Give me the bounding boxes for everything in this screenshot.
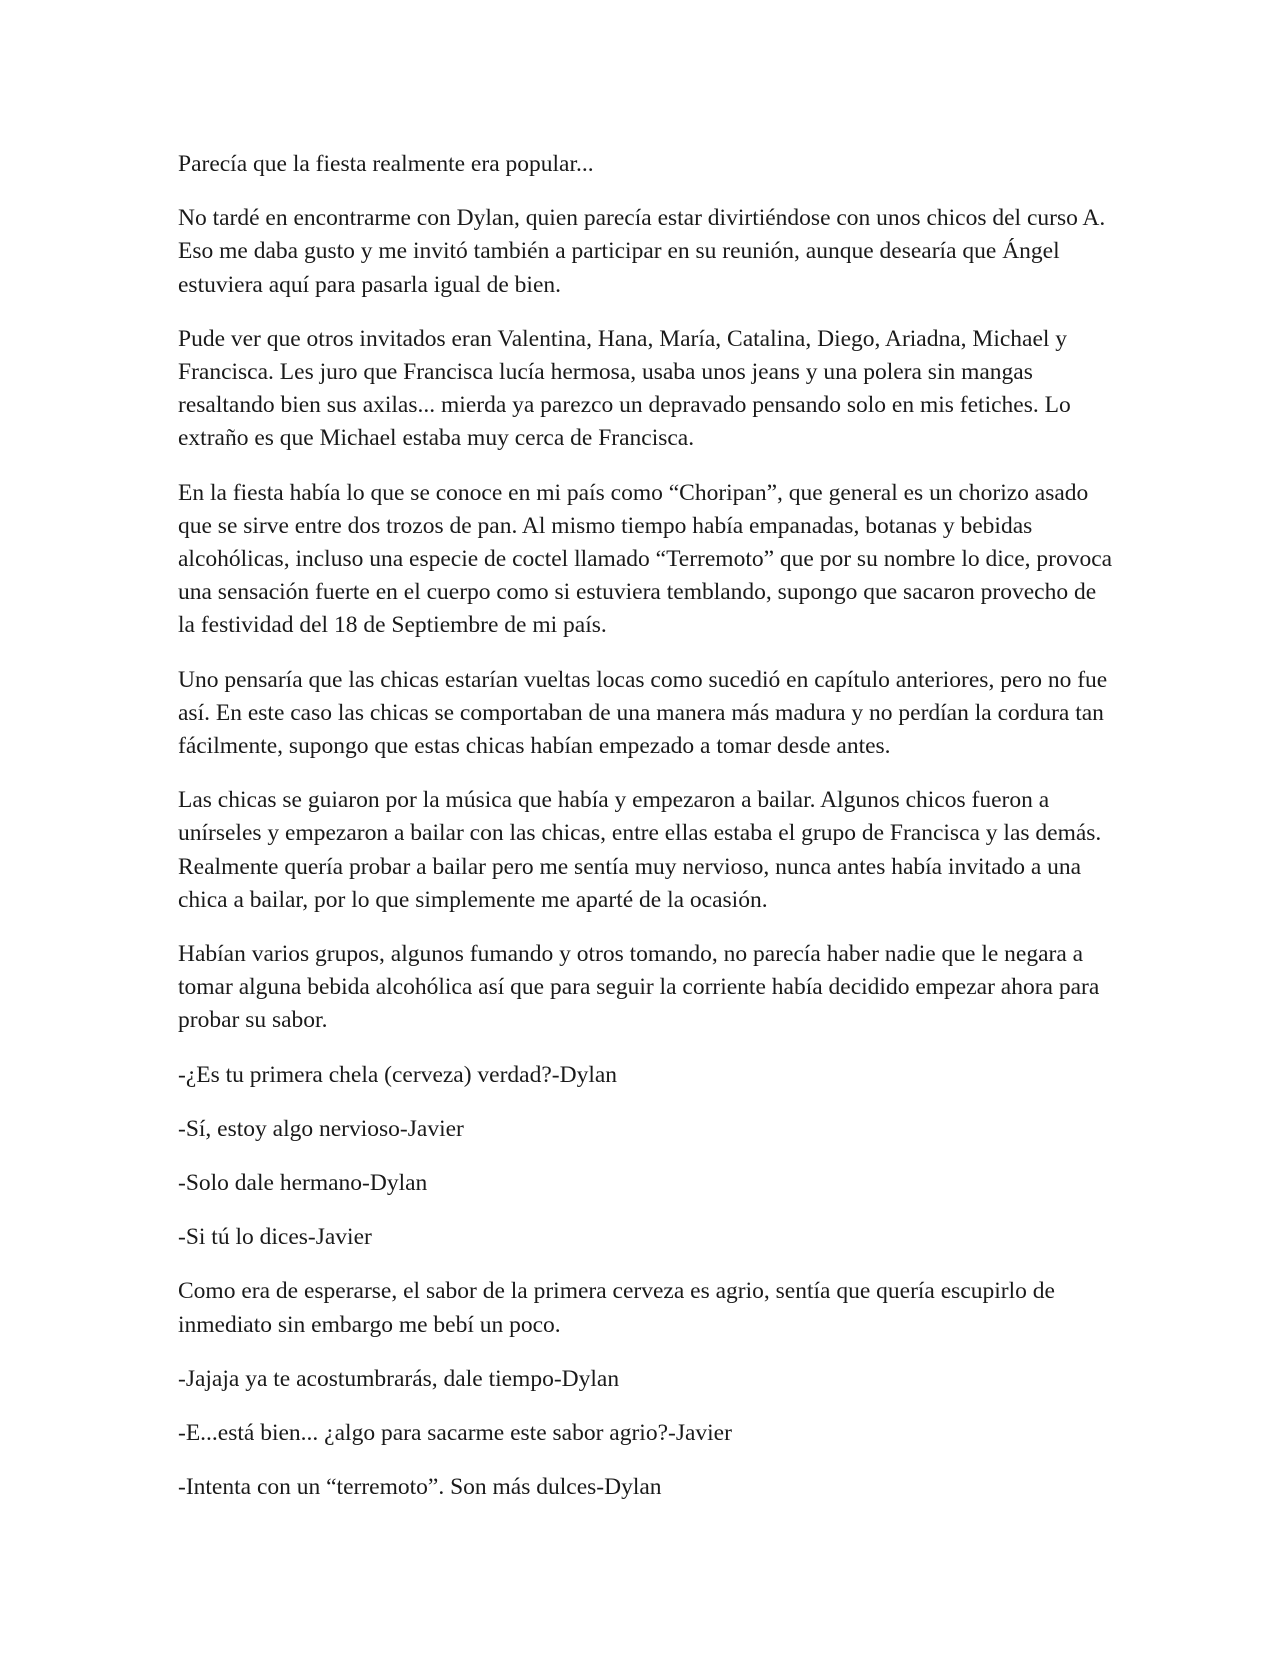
document-body (178, 148, 1118, 1526)
paragraph: No tardé en encontrarme con Dylan, quien parecía estar divirtiéndose con unos chicos del curso A. Eso me daba gusto y me invitó también a participar en su reunión, aunque desearía que Ángel estuviera aquí para pasarla igual de bien. (178, 205, 1106, 298)
dialogue-line: -Jajaja ya te acostumbrarás, dale tiempo-Dylan (178, 1365, 620, 1392)
paragraph: Habían varios grupos, algunos fumando y otros tomando, no parecía haber nadie que le negara a tomar alguna bebida alcohólica así que para seguir la corriente había decidido empezar ahora para probar su sabor. (178, 941, 1100, 1034)
dialogue-line: -Intenta con un “terremoto”. Son más dulces-Dylan (178, 1474, 662, 1501)
dialogue-line: -Si tú lo dices-Javier (178, 1224, 372, 1251)
paragraph: Pude ver que otros invitados eran Valentina, Hana, María, Catalina, Diego, Ariadna, Michael y Francisca. Les juro que Francisca lucía hermosa, usaba unos jeans y una polera sin mangas resaltando bien sus axilas... mierda ya parezco un depravado pensando solo en mis fetiches. Lo extraño es que Michael estaba muy cerca de Francisca. (178, 325, 1071, 452)
paragraph: Como era de esperarse, el sabor de la primera cerveza es agrio, sentía que quería escupirlo de inmediato sin embargo me bebí un poco. (178, 1278, 1055, 1338)
dialogue-line: -Sí, estoy algo nervioso-Javier (178, 1115, 464, 1142)
dialogue-line: -Solo dale hermano-Dylan (178, 1170, 428, 1197)
paragraph: Las chicas se guiaron por la música que había y empezaron a bailar. Algunos chicos fueron a unírseles y empezaron a bailar con las chicas, entre ellas estaba el grupo de Francisca y las demás. Realmente quería probar a bailar pero me sentía muy nervioso, nunca antes había invitado a una chica a bailar, por lo que simplemente me aparté de la ocasión. (178, 787, 1102, 913)
paragraph: Uno pensaría que las chicas estarían vueltas locas como sucedió en capítulo anteriores, pero no fue así. En este caso las chicas se comportaban de una manera más madura y no perdían la cordura tan fácilmente, supongo que estas chicas habían empezado a tomar desde antes. (178, 666, 1108, 760)
paragraph: En la fiesta había lo que se conoce en mi país como “Choripan”, que general es un chorizo asado que se sirve entre dos trozos de pan. Al mismo tiempo había empanadas, botanas y bebidas alcohólicas, incluso una especie de coctel llamado “Terremoto” que por su nombre lo dice, provoca una sensación fuerte en el cuerpo como si estuviera temblando, supongo que sacaron provecho de la festividad del 18 de Septiembre de mi país. (178, 479, 1113, 639)
dialogue-line: -E...está bien... ¿algo para sacarme este sabor agrio?-Javier (178, 1420, 732, 1447)
paragraph: Parecía que la fiesta realmente era popular... (178, 151, 594, 177)
dialogue-line: -¿Es tu primera chela (cerveza) verdad?-Dylan (178, 1061, 618, 1088)
